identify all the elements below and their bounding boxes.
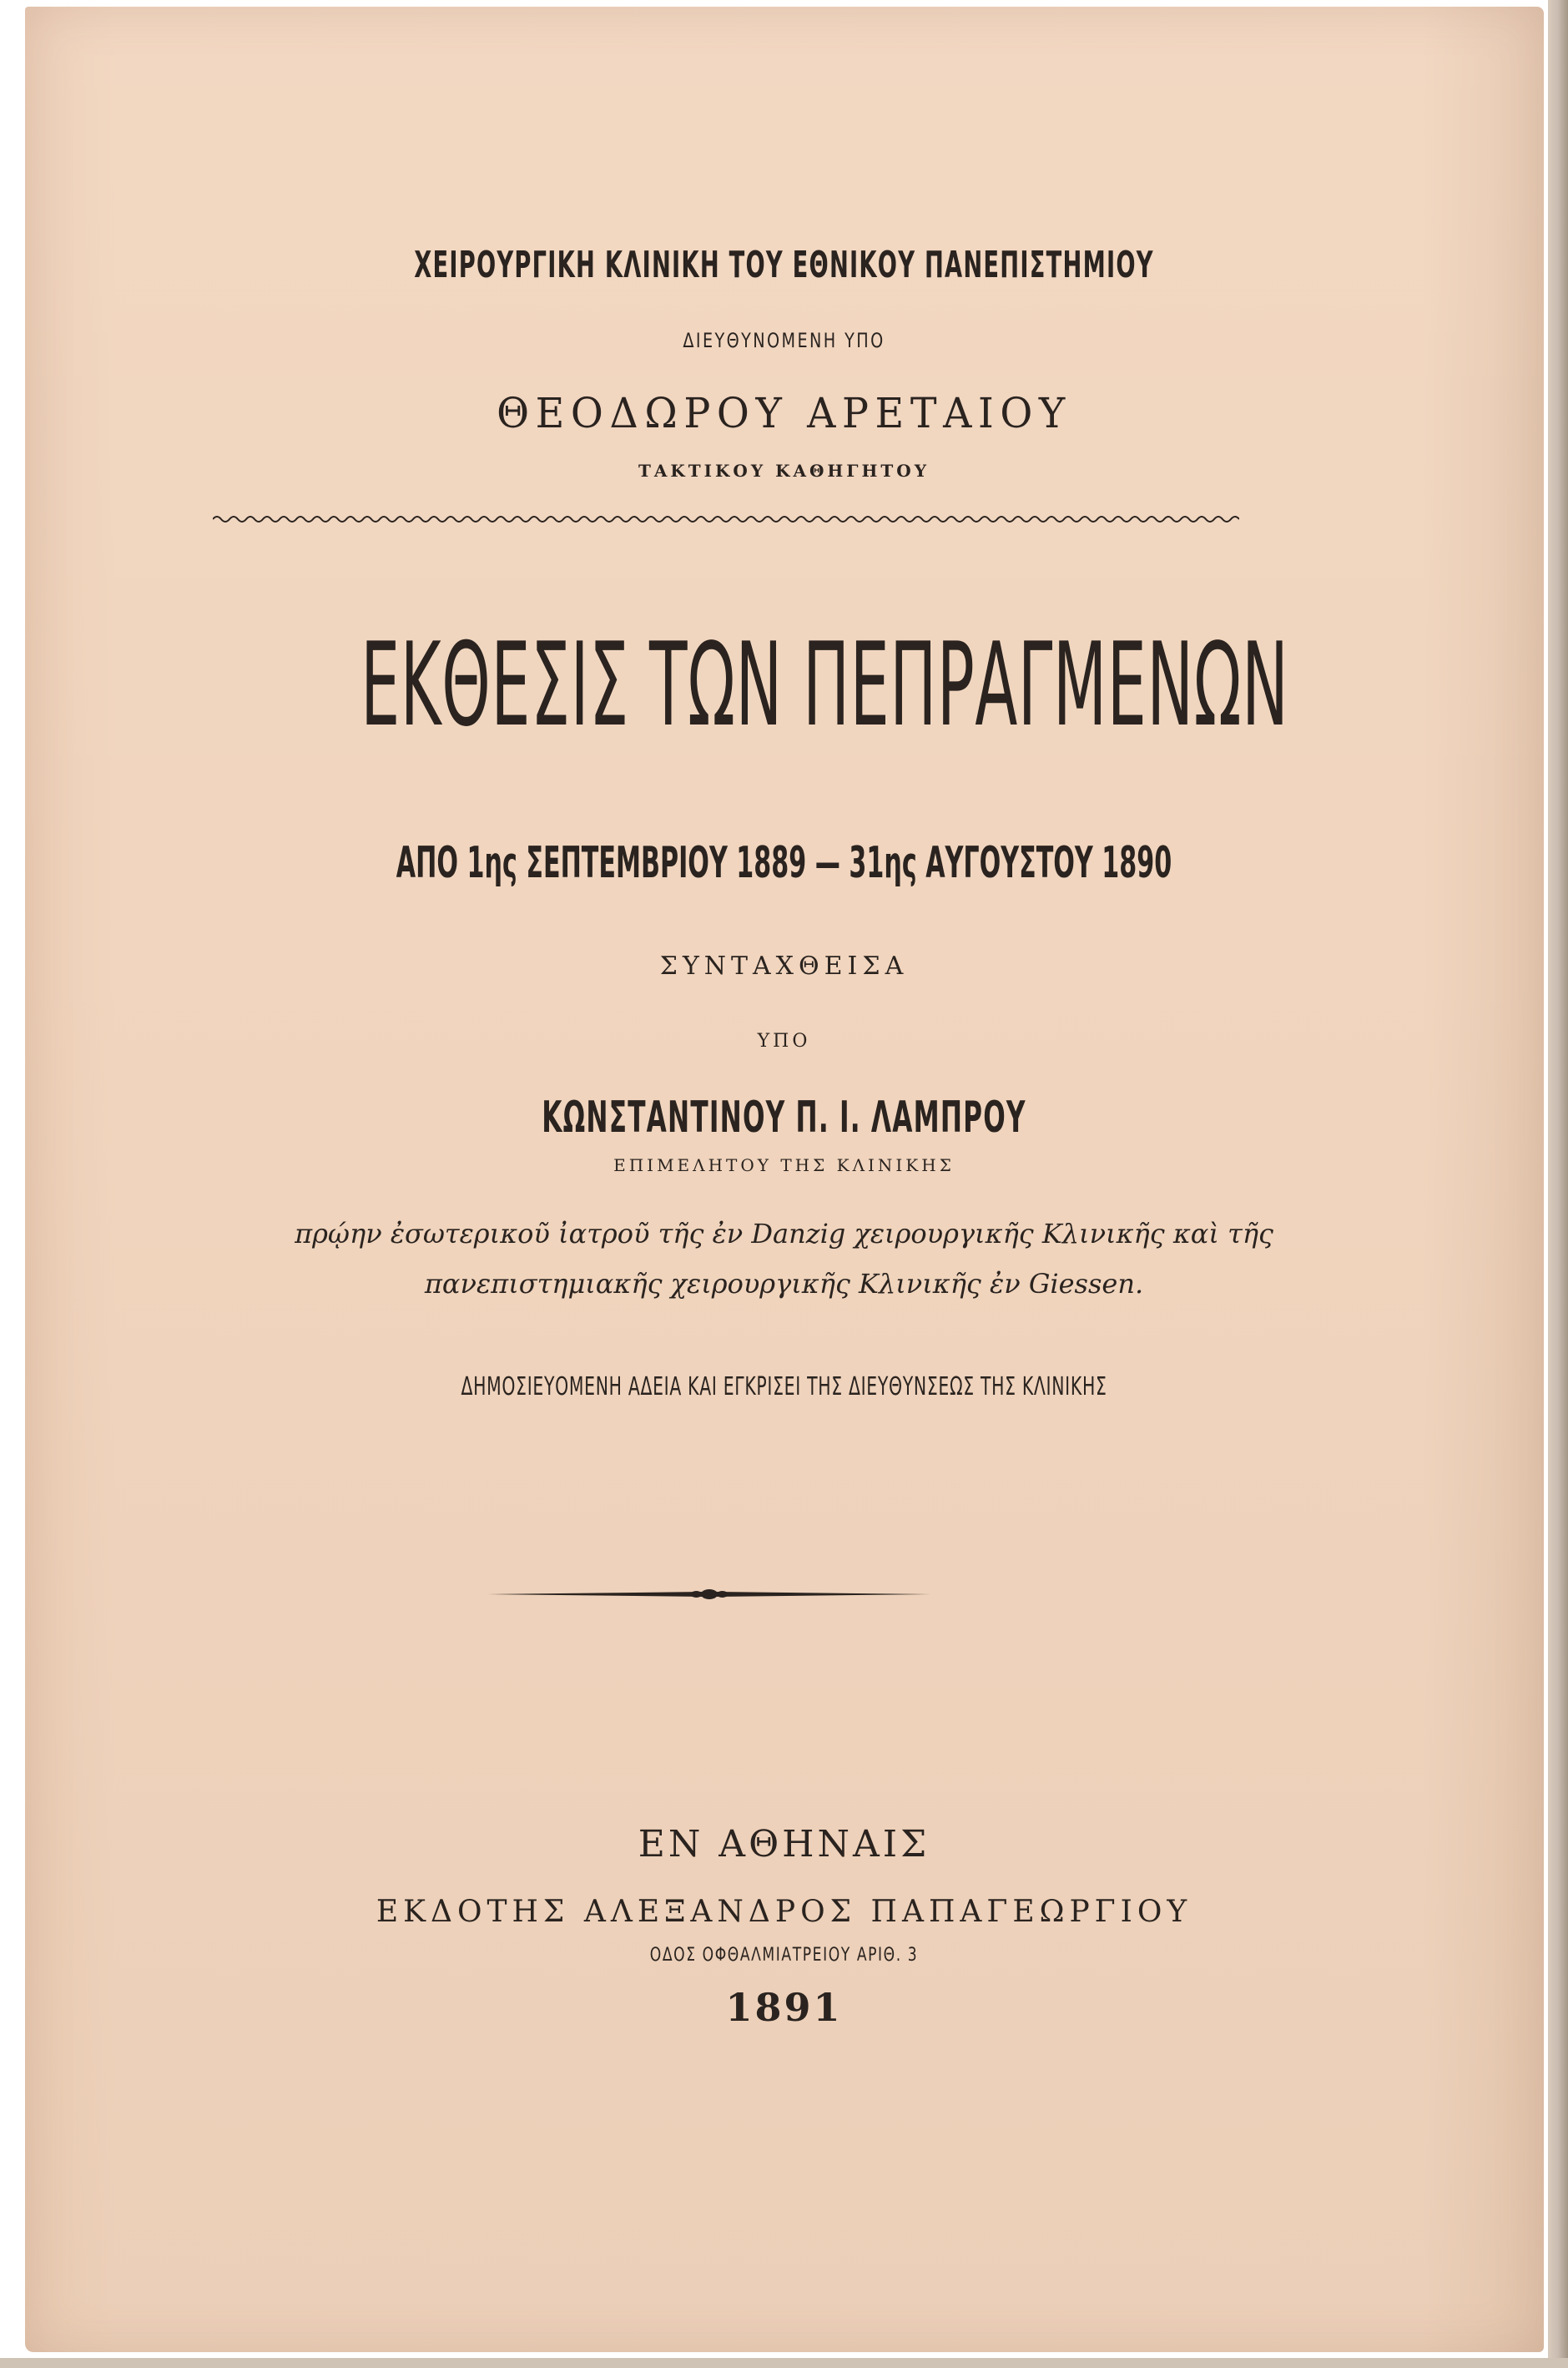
institution-heading: ΧΕΙΡΟΥΡΓΙΚΗ ΚΛΙΝΙΚΗ ΤΟΥ ΕΘΝΙΚΟΥ ΠΑΝΕΠΙΣΤΗΜΙΟΥ	[414, 244, 1154, 286]
director-title: ΤΑΚΤΙΚΟΥ ΚΑΘΗΓΗΤΟΥ	[638, 461, 930, 481]
author-bio-line-1: πρῴην ἐσωτερικοῦ ἰατροῦ τῆς ἐν Danzig χειρουργικῆς Κλινικῆς καὶ τῆς	[295, 1218, 1273, 1250]
compiled-label: ΣΥΝΤΑΧΘΕΙΣΑ	[659, 952, 909, 981]
fleuron-divider	[488, 1586, 930, 1603]
page-bottom-edge	[0, 2358, 1568, 2368]
wavy-rule-divider	[213, 512, 1239, 527]
main-title: ΕΚΘΕΣΙΣ ΤΩΝ ΠΕΠΡΑΓΜΕΝΩΝ	[360, 618, 1289, 752]
publication-note: ΔΗΜΟΣΙΕΥΟΜΕΝΗ ΑΔΕΙΑ ΚΑΙ ΕΓΚΡΙΣΕΙ ΤΗΣ ΔΙΕΥΘΥΝΣΕΩΣ ΤΗΣ ΚΛΙΝΙΚΗΣ	[461, 1372, 1107, 1401]
by-label: ΥΠΟ	[757, 1031, 811, 1052]
directed-by-label: ΔΙΕΥΘΥΝΟΜΕΝΗ ΥΠΟ	[683, 329, 885, 352]
year-line: 1891	[725, 1985, 843, 2030]
author-bio-line-2: πανεπιστημιακῆς χειρουργικῆς Κλινικῆς ἐν Giessen.	[424, 1268, 1144, 1300]
author-name: ΚΩΝΣΤΑΝΤΙΝΟΥ Π. Ι. ΛΑΜΠΡΟΥ	[542, 1093, 1026, 1143]
city-line: ΕΝ ΑΘΗΝΑΙΣ	[638, 1823, 930, 1866]
author-title: ΕΠΙΜΕΛΗΤΟΥ ΤΗΣ ΚΛΙΝΙΚΗΣ	[613, 1155, 955, 1175]
period-line: ΑΠΟ 1ης ΣΕΠΤΕΜΒΡΙΟΥ 1889 — 31ης ΑΥΓΟΥΣΤΟΥ 1890	[396, 838, 1172, 888]
address-line: ΟΔΟΣ ΟΦΘΑΛΜΙΑΤΡΕΙΟΥ ΑΡΙΘ. 3	[649, 1945, 919, 1966]
publisher-line: ΕΚΔΟΤΗΣ ΑΛΕΞΑΝΔΡΟΣ ΠΑΠΑΓΕΩΡΓΙΟΥ	[376, 1895, 1192, 1929]
director-name: ΘΕΟΔΩΡΟΥ ΑΡΕΤΑΙΟΥ	[497, 389, 1071, 437]
